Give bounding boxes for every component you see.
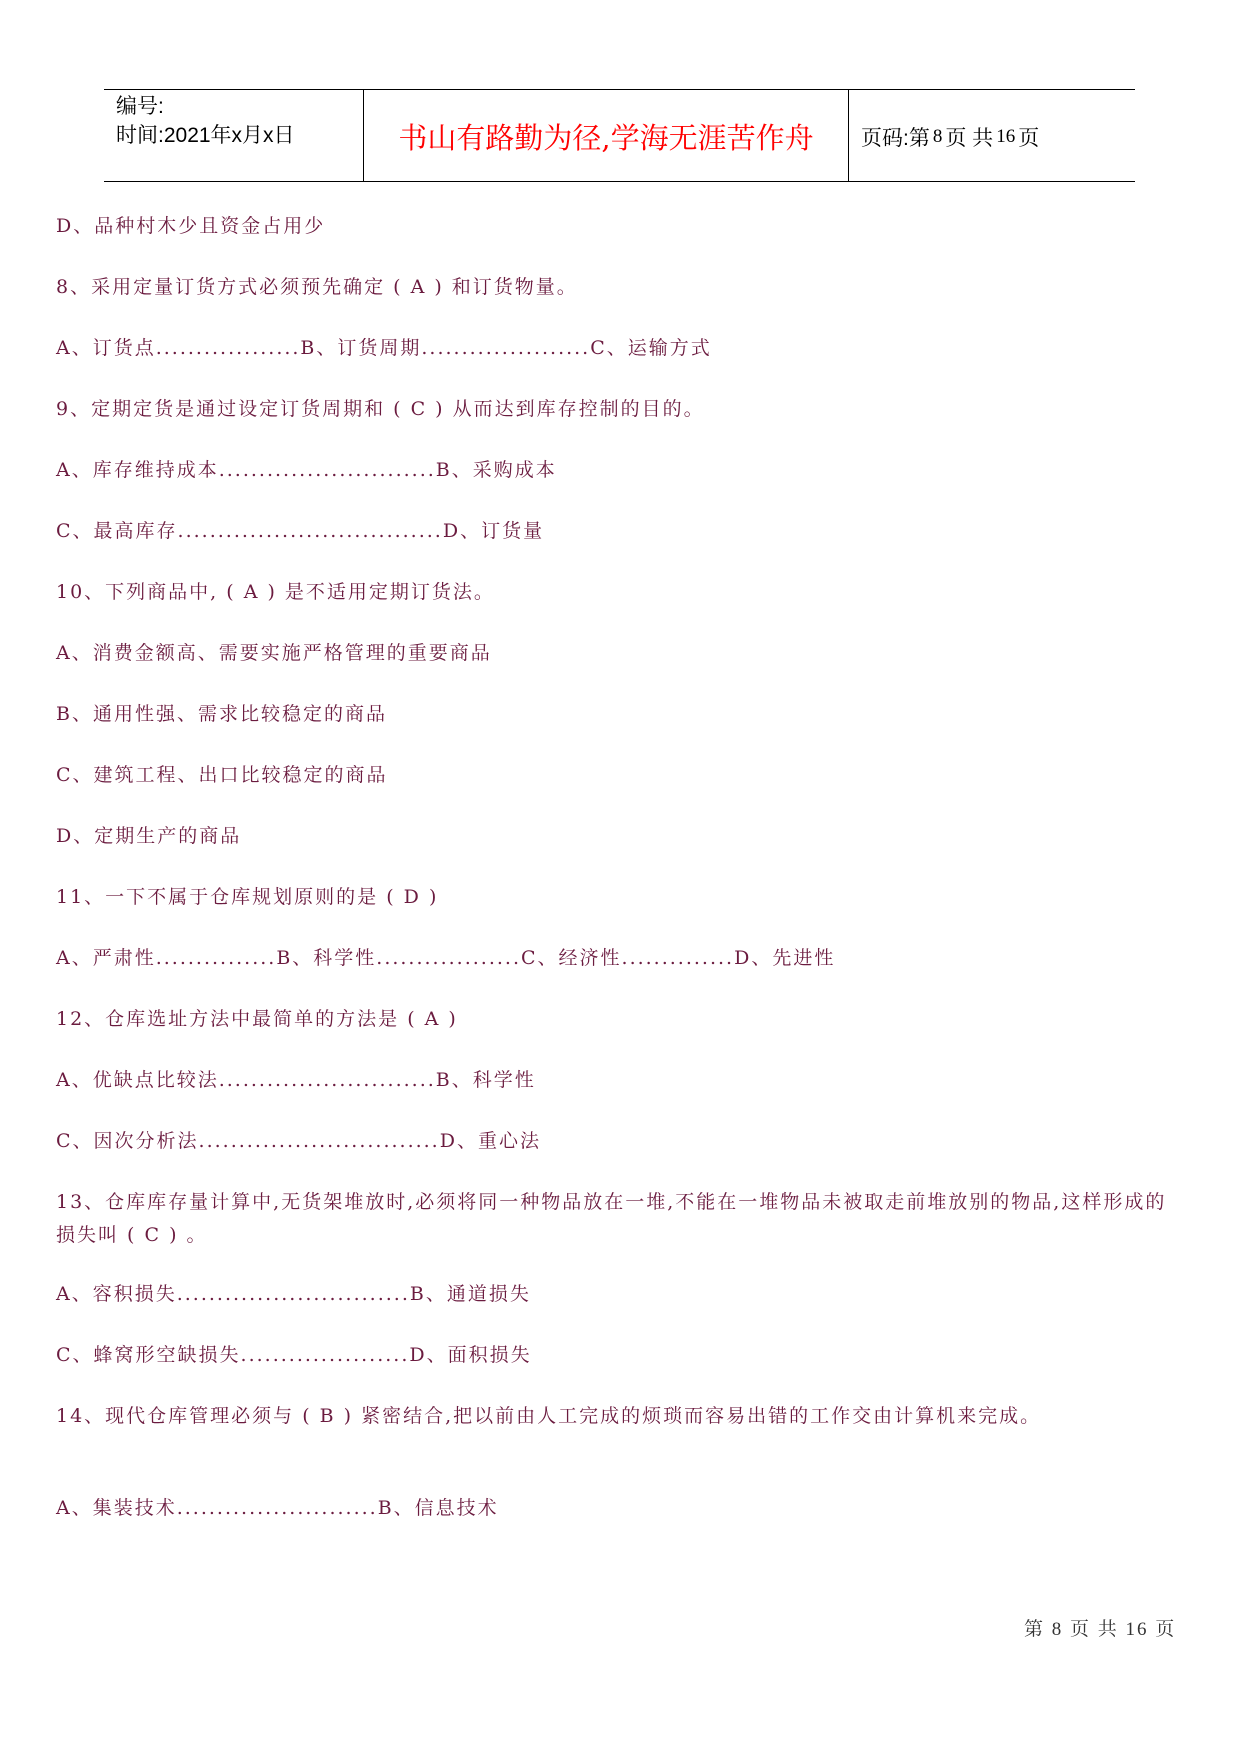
option-line: D、定期生产的商品 [56, 825, 242, 847]
question-line: 12、仓库选址方法中最简单的方法是 ( A ) [56, 1008, 458, 1030]
option-line: C、蜂窝形空缺损失.....................D、面积损失 [56, 1344, 532, 1366]
option-line: A、集装技术.........................B、信息技术 [56, 1497, 499, 1519]
time-label: 时间:2021年x月x日 [116, 124, 295, 147]
question-line: 10、下列商品中, ( A ) 是不适用定期订货法。 [56, 581, 495, 603]
option-line: A、容积损失.............................B、通道损失 [56, 1283, 531, 1305]
option-line: A、优缺点比较法...........................B、科学性 [56, 1069, 536, 1091]
question-line: 13、仓库库存量计算中,无货架堆放时,必须将同一种物品放在一堆,不能在一堆物品未被取走前堆放别的物品,这样形成的损失叫 ( C ) 。 [56, 1191, 1167, 1246]
option-line: D、品种村木少且资金占用少 [56, 215, 326, 237]
question-line: 14、现代仓库管理必须与 ( B ) 紧密结合,把以前由人工完成的烦琐而容易出错的工作交由计算机来完成。 [56, 1405, 1042, 1427]
question-line: 11、一下不属于仓库规划原则的是 ( D ) [56, 886, 439, 908]
option-line: B、通用性强、需求比较稳定的商品 [56, 703, 387, 725]
question-line: 9、定期定货是通过设定订货周期和 ( C ) 从而达到库存控制的目的。 [56, 398, 705, 420]
option-line: C、因次分析法..............................D、重心法 [56, 1130, 541, 1152]
option-line: C、建筑工程、出口比较稳定的商品 [56, 764, 388, 786]
motto-cell [364, 90, 849, 181]
page-number-cell [849, 90, 1135, 181]
serial-label: 编号: [116, 95, 164, 118]
footer-page-number: 第 8 页 共 16 页 [1024, 1619, 1177, 1640]
motto-text: 书山有路勤为径,学海无涯苦作舟 [398, 121, 814, 155]
option-line: C、最高库存.................................D、订货量 [56, 520, 545, 542]
question-line: 8、采用定量订货方式必须预先确定 ( A ) 和订货物量。 [56, 276, 578, 298]
option-line: A、库存维持成本...........................B、采购成本 [56, 459, 557, 481]
page-suffix: 页 [1018, 126, 1040, 150]
option-line: A、严肃性...............B、科学性..................C、经济性..............D、先进性 [56, 947, 836, 969]
header-table [104, 89, 1135, 182]
page-mid: 页 共 [945, 126, 994, 150]
header-meta-cell [104, 90, 364, 181]
page-num: 8 [932, 125, 943, 147]
page-prefix: 页码:第 [861, 126, 930, 150]
option-line: A、消费金额高、需要实施严格管理的重要商品 [56, 642, 492, 664]
page-total: 16 [996, 125, 1016, 147]
option-line: A、订货点..................B、订货周期.....................C、运输方式 [56, 337, 712, 359]
